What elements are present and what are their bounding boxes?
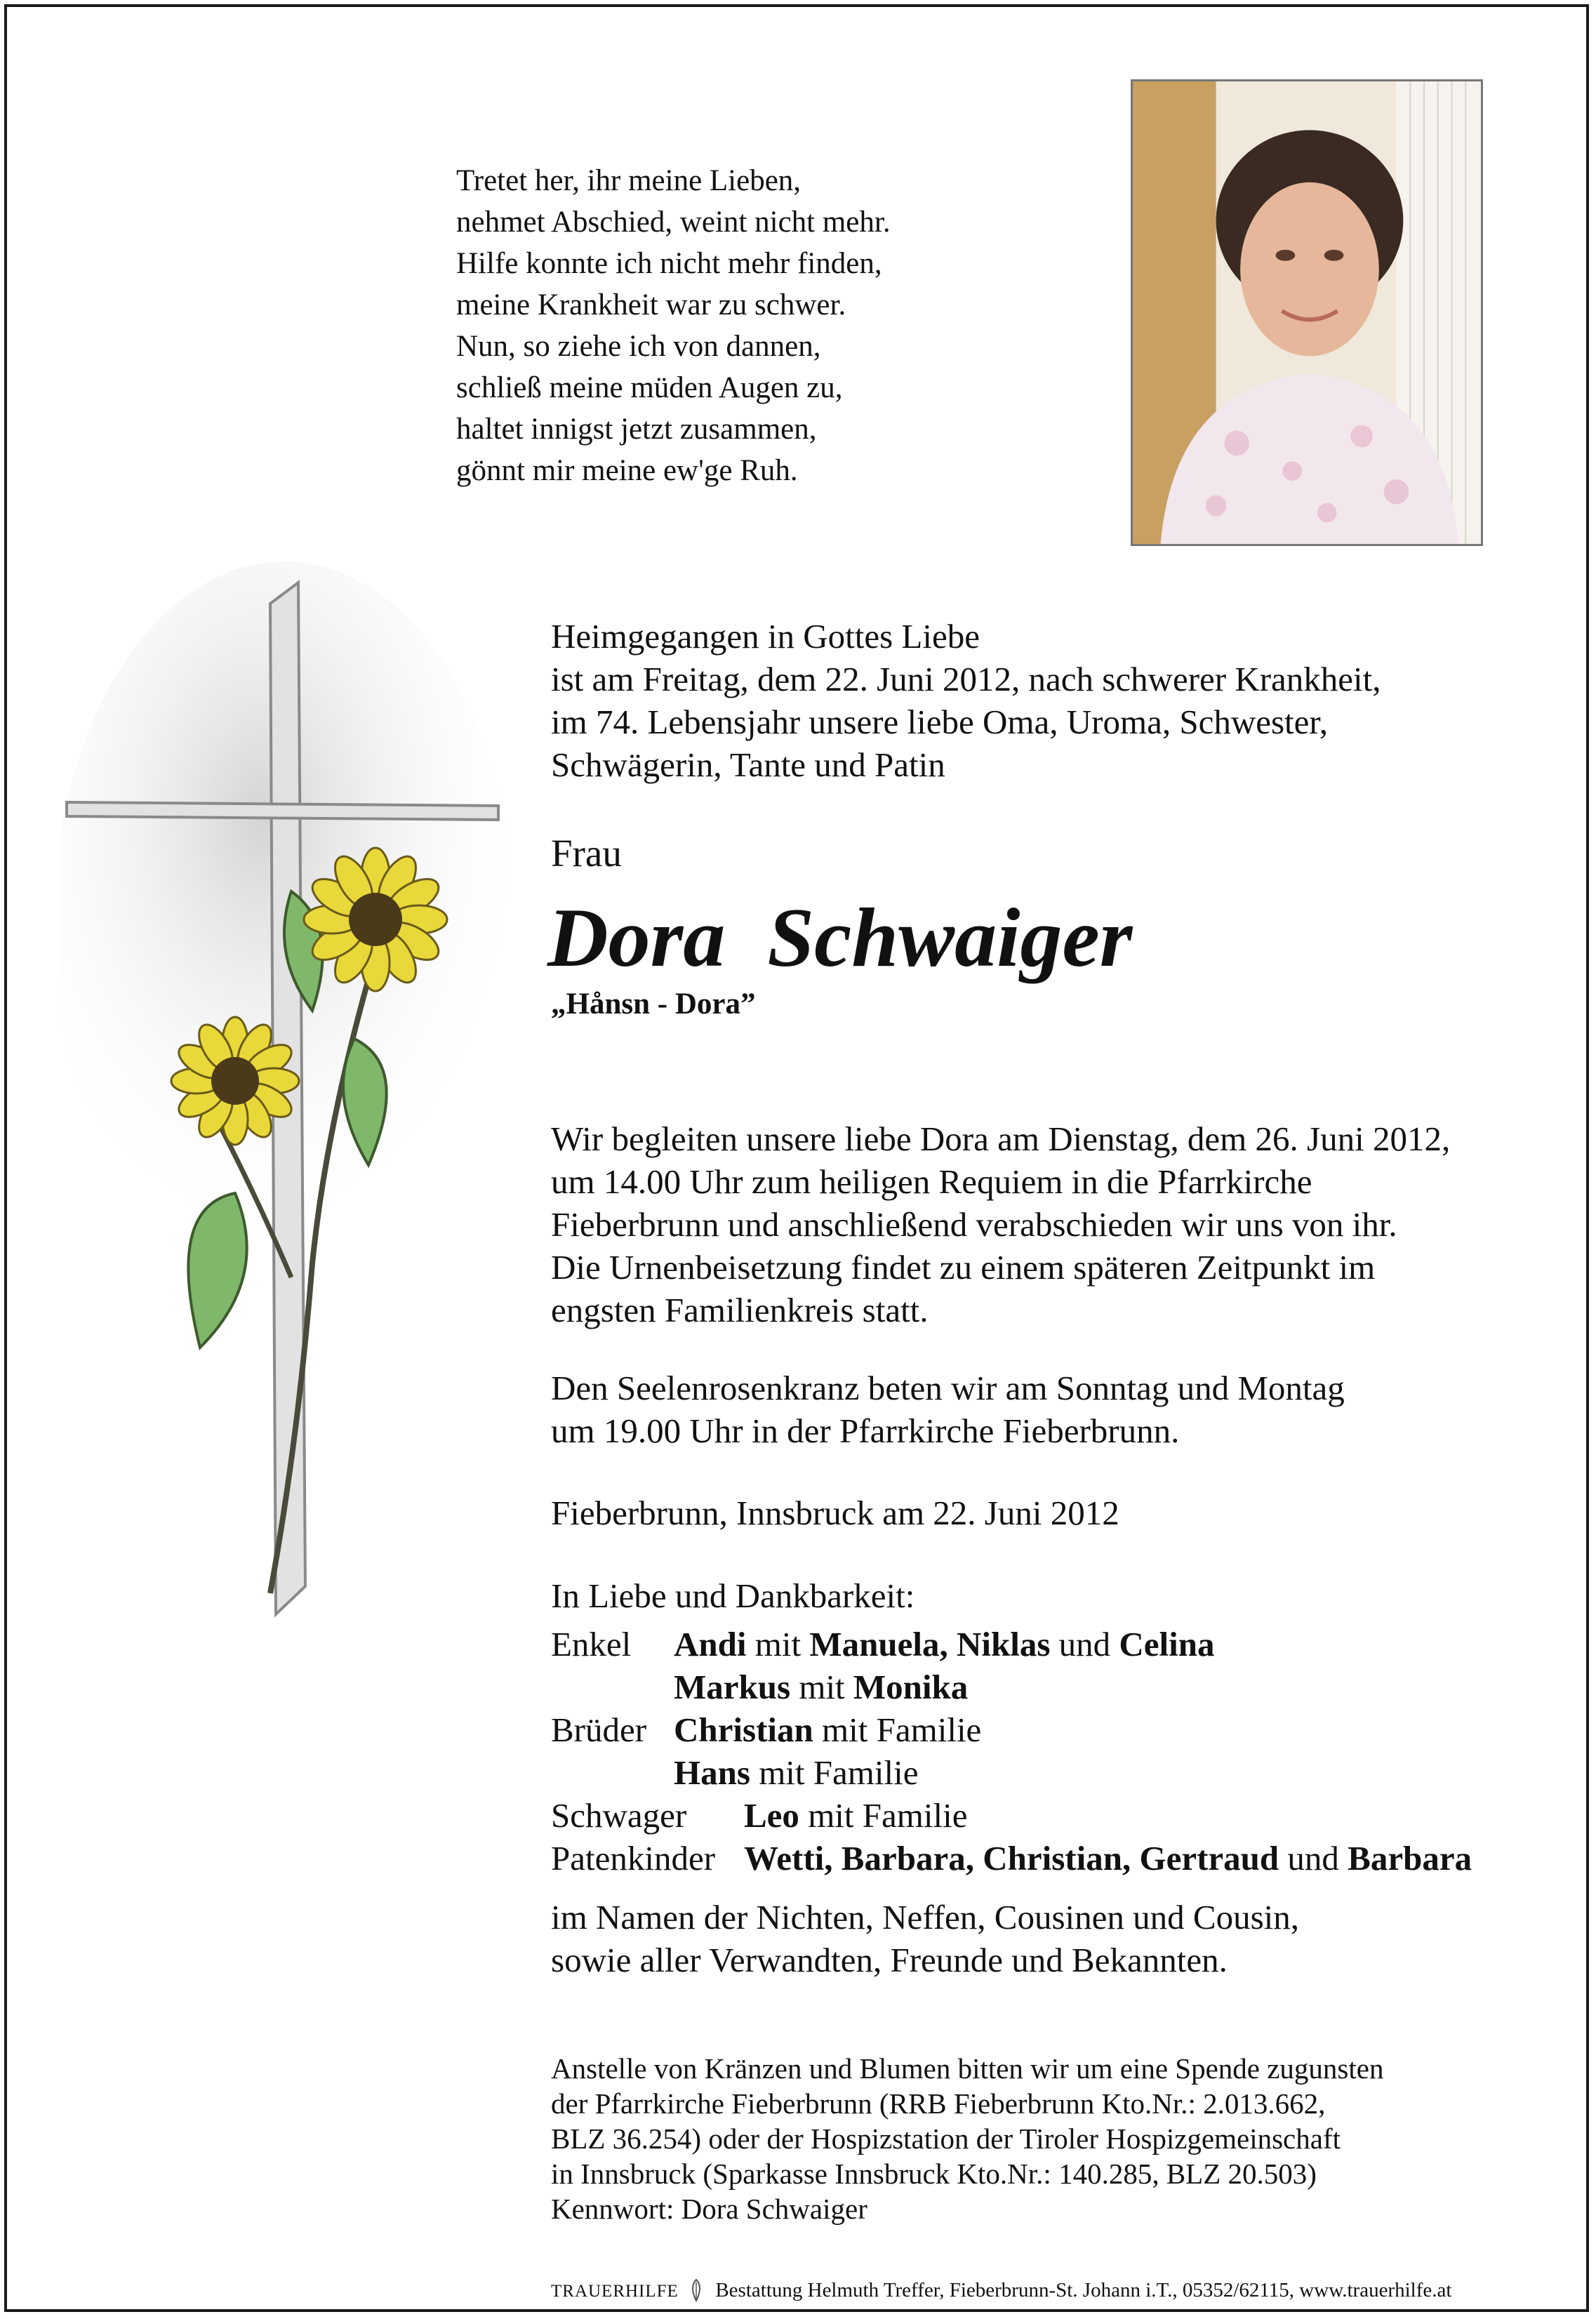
poem-line: haltet innigst jetzt zusammen, [456,413,817,446]
donation-line: Anstelle von Kränzen und Blumen bitten wir um eine Spende zugunsten [551,2052,1384,2085]
closing-line: im Namen der Nichten, Neffen, Cousinen und Cousin, [551,1898,1300,1936]
cross-with-sunflowers-illustration [60,562,537,1769]
family-name: Celina [1119,1625,1215,1663]
salutation: Frau [551,832,622,875]
footer-text: Bestattung Helmuth Treffer, Fieberbrunn-St. Johann i.T., 05352/62115, www.trauerhilfe.at [715,2279,1452,2301]
relation-label: Schwager [551,1796,687,1835]
poem [456,160,1018,491]
family-name: Wetti, Barbara, Christian, Gertraud [744,1839,1279,1878]
family-row-brueder [551,1708,1562,1751]
family-names [744,1837,1472,1880]
family-row-enkel [551,1623,1562,1666]
announcement [551,615,1548,786]
donation-note [551,2051,1548,2226]
family-row-enkel-2 [551,1666,1562,1708]
rosary-details [551,1367,1548,1452]
funeral-line: um 14.00 Uhr zum heiligen Requiem in die Pfarrkirche [551,1162,1312,1201]
place-date: Fieberbrunn, Innsbruck am 22. Juni 2012 [551,1494,1119,1532]
closing [551,1896,1548,1981]
donation-line: in Innsbruck (Sparkasse Innsbruck Kto.Nr.: 140.285, BLZ 20.503) [551,2158,1317,2190]
leaf-icon [688,2278,705,2302]
announcement-line: Schwägerin, Tante und Patin [551,745,945,784]
family-names [674,1623,1215,1666]
announcement-line: im 74. Lebensjahr unsere liebe Oma, Uroma, Schwester, [551,703,1328,741]
family-row-schwager [551,1794,1562,1837]
deceased-nickname: „Hånsn - Dora” [551,988,756,1021]
poem-line: gönnt mir meine ew'ge Ruh. [456,454,798,487]
family-row-brueder-2 [551,1751,1562,1794]
footer-brand: TRAUERHILFE [551,2282,679,2301]
donation-line: Kennwort: Dora Schwaiger [551,2193,867,2225]
family-name: Christian [674,1710,813,1749]
footer [551,2276,1451,2306]
family-name: Manuela, Niklas [809,1625,1051,1663]
funeral-line: Wir begleiten unsere liebe Dora am Dienstag, dem 26. Juni 2012, [551,1119,1451,1158]
deceased-name: Dora Schwaiger [547,891,1133,984]
funeral-line: Fieberbrunn und anschließend verabschieden wir uns von ihr. [551,1205,1397,1244]
family-names [674,1708,981,1751]
family-row-patenkinder [551,1837,1562,1880]
funeral-line: Die Urnenbeisetzung findet zu einem späteren Zeitpunkt im [551,1248,1376,1287]
family-name: Monika [853,1668,969,1706]
rosary-line: Den Seelenrosenkranz beten wir am Sonntag und Montag [551,1369,1345,1407]
portrait-photo [1131,79,1483,546]
family-list [551,1623,1562,1880]
announcement-line: ist am Freitag, dem 22. Juni 2012, nach schwerer Krankheit, [551,660,1381,698]
connector: und [1279,1839,1348,1878]
connector: mit [746,1625,810,1663]
cross-icon [60,562,537,1769]
closing-line: sowie aller Verwandten, Freunde und Bekannten. [551,1941,1228,1979]
rosary-line: um 19.00 Uhr in der Pfarrkirche Fieberbrunn. [551,1411,1180,1450]
poem-line: schließ meine müden Augen zu, [456,371,843,404]
gratitude-heading: In Liebe und Dankbarkeit: [551,1576,915,1615]
family-name: Markus [674,1668,791,1706]
connector: mit Familie [813,1710,982,1749]
poem-line: Hilfe konnte ich nicht mehr finden, [456,247,882,280]
connector: und [1050,1625,1119,1663]
family-names [674,1751,918,1794]
family-name: Barbara [1348,1839,1472,1878]
family-name: Hans [674,1753,750,1792]
family-names [674,1666,968,1708]
poem-line: nehmet Abschied, weint nicht mehr. [456,206,891,239]
funeral-details [551,1117,1548,1331]
connector: mit [790,1668,853,1706]
funeral-line: engsten Familienkreis statt. [551,1291,929,1329]
donation-line: BLZ 36.254) oder der Hospizstation der Tiroler Hospizgemeinschaft [551,2122,1341,2155]
connector: mit Familie [750,1753,919,1792]
portrait-illustration [1133,81,1481,544]
family-names [744,1794,967,1837]
relation-label: Enkel [551,1625,632,1663]
family-name: Andi [674,1625,747,1663]
announcement-line: Heimgegangen in Gottes Liebe [551,617,980,656]
poem-line: Nun, so ziehe ich von dannen, [456,330,821,363]
connector: mit Familie [799,1796,968,1835]
relation-label: Brüder [551,1710,647,1749]
donation-line: der Pfarrkirche Fieberbrunn (RRB Fieberbrunn Kto.Nr.: 2.013.662, [551,2087,1326,2120]
family-name: Leo [744,1796,799,1835]
poem-line: Tretet her, ihr meine Lieben, [456,164,802,197]
relation-label: Patenkinder [551,1839,716,1878]
poem-line: meine Krankheit war zu schwer. [456,288,846,321]
